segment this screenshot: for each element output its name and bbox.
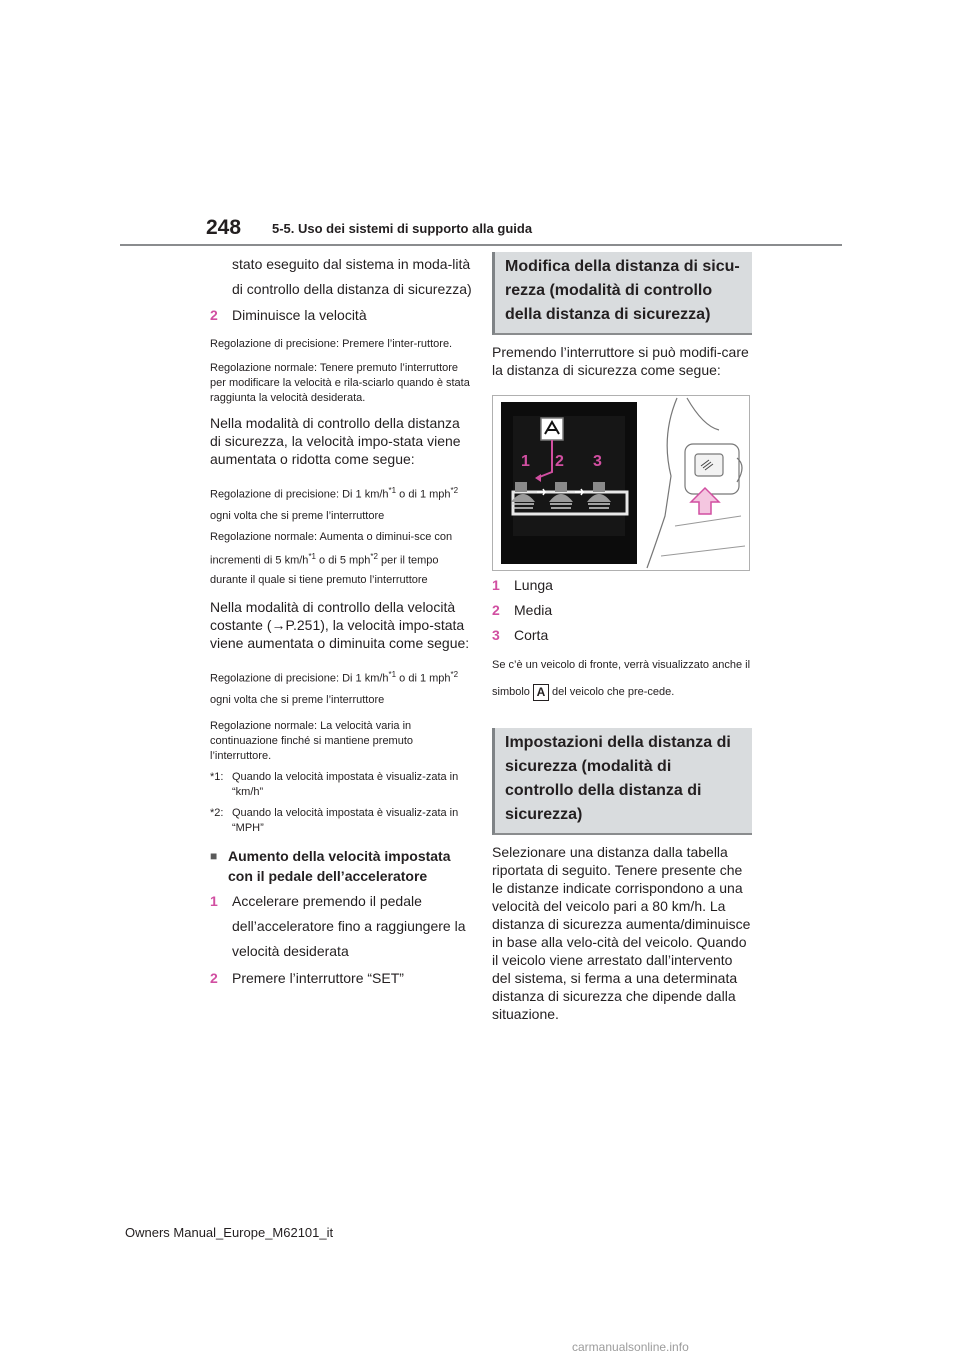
option-short	[492, 623, 754, 648]
step-number: 2	[210, 969, 218, 986]
continued-step-text: stato eseguito dal sistema in moda-lità di controllo della distanza di sicurezza)	[232, 256, 472, 297]
heading-box-distance-settings: Impostazioni della distanza di sicurezza (modalità di controllo della distanza di sicurezza)	[492, 728, 752, 835]
distance-switch-figure	[492, 395, 750, 571]
section-title: 5-5. Uso dei sistemi di supporto alla guida	[272, 221, 533, 236]
display-panel	[501, 402, 637, 564]
footnote-label: *2:	[210, 806, 224, 819]
figure-number-3: 3	[593, 453, 602, 470]
step-number: 2	[210, 307, 218, 323]
option-text: Media	[514, 602, 553, 618]
option-medium	[492, 598, 754, 623]
watermark: carmanualsonline.info	[572, 1340, 689, 1354]
option-text: Corta	[514, 627, 549, 643]
heading-box-distance-change: Modifica della distanza di sicu-rezza (modalità di controllo della distanza di sicurezza)	[492, 252, 752, 335]
constant-fine-adjust: Regolazione di precisione: Di 1 $km/h^{*1}$ o di 1 mph$^{*2}$ ogni volta che si preme l’interruttore	[210, 670, 459, 706]
display-illustration	[501, 402, 637, 564]
option-text: Lunga	[514, 577, 553, 593]
footnote-1	[210, 770, 472, 800]
figure-number-2: 2	[555, 453, 564, 470]
preceding-vehicle-badge: A	[533, 684, 549, 701]
steering-switch-illustration	[641, 396, 749, 570]
fine-adjust-text: Regolazione di precisione: Premere l’inter-ruttore.	[210, 338, 453, 350]
step-text: Diminuisce la velocità	[232, 307, 367, 323]
header-rule	[120, 244, 842, 246]
constant-mode-paragraph: Nella modalità di controllo della velocità costante (→P.251), la velocità impo-stata viene aumentata o diminuita come segue:	[210, 599, 470, 652]
right-column	[492, 252, 754, 1023]
step-2	[210, 966, 472, 991]
distance-normal-adjust: Regolazione normale: Aumenta o diminui-sce con incrementi di 5 $km/h^{*1}$ o di 5 mph$^{*2}$ per il tempo durante il quale si tiene premuto l’interruttore	[210, 530, 453, 587]
footnote-2	[210, 806, 472, 836]
footnote-label: *1:	[210, 770, 224, 783]
normal-adjust-text: Regolazione normale: Tenere premuto l’interruttore per modificare la velocità e rila-sciarlo quando è stata raggiunta la velocità desiderata.	[210, 362, 470, 404]
left-column	[210, 252, 472, 991]
step-decrease	[210, 303, 472, 328]
subheading-accelerator	[210, 846, 472, 886]
option-long	[492, 573, 754, 598]
square-bullet-icon: ■	[210, 848, 218, 863]
step-text: Accelerare premendo il pedale dell’acceleratore fino a raggiungere la velocità desiderata	[232, 892, 466, 959]
footnote-text: Quando la velocità impostata è visualiz-zata in “MPH”	[232, 806, 459, 834]
subheading-text: Aumento della velocità impostata con il pedale dell’acceleratore	[228, 847, 451, 884]
figure-number-1: 1	[521, 453, 530, 470]
option-number: 1	[492, 577, 500, 593]
intro-paragraph: Premendo l’interruttore si può modifi-care la distanza di sicurezza come segue:	[492, 344, 749, 378]
footnote-text: Quando la velocità impostata è visualiz-zata in “km/h”	[232, 770, 459, 798]
option-number: 3	[492, 627, 500, 643]
settings-paragraph: Selezionare una distanza dalla tabella riportata di seguito. Tenere presente che le distanze indicate corrispondono a una velocità del veicolo pari a 80 km/h. La distanza di sicurezza aumenta/diminuisce in base alla velo-cità del veicolo. Quando il veicolo viene arrestato dall’intervento del sistema, si ferma a una determinata distanza di sicurezza che dipende dalla situazione.	[492, 844, 751, 1022]
step-text: Premere l’interruttore “SET”	[232, 969, 404, 986]
page-number: 248	[206, 216, 242, 239]
footer-manual-id: Owners Manual_Europe_M62101_it	[125, 1225, 334, 1240]
distance-mode-paragraph: Nella modalità di controllo della distanza di sicurezza, la velocità impo-stata viene aumentata o ridotta come segue:	[210, 415, 461, 467]
distance-fine-adjust: Regolazione di precisione: Di 1 $km/h^{*1}$ o di 1 mph$^{*2}$ ogni volta che si preme l’interruttore	[210, 486, 459, 522]
preceding-vehicle-note: Se c’è un veicolo di fronte, verrà visualizzato anche il simbolo A del veicolo che pre-cede.	[492, 659, 751, 699]
step-number: 1	[210, 892, 218, 909]
step-1	[210, 889, 472, 964]
option-number: 2	[492, 602, 500, 618]
constant-normal-adjust: Regolazione normale: La velocità varia in continuazione finché si mantiene premuto l’interruttore.	[210, 719, 414, 762]
